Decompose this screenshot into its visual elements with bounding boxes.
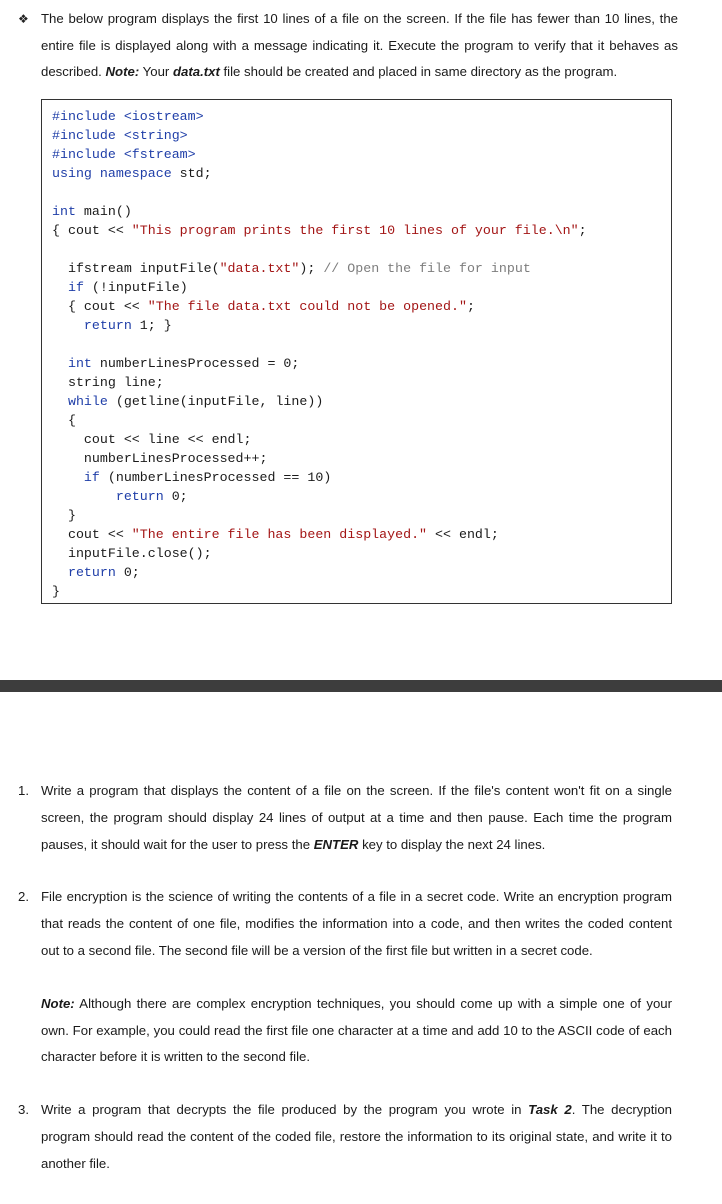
code-token: if <box>67 280 92 295</box>
code-token: { cout << <box>52 299 148 314</box>
code-token: std; <box>179 166 212 181</box>
code-token: { cout << <box>52 223 132 238</box>
task-3 <box>18 1097 672 1177</box>
task-text <box>41 1097 672 1177</box>
enter-key-label: ENTER <box>313 836 359 852</box>
code-token: return <box>115 489 172 504</box>
code-token: (!inputFile) <box>91 280 188 295</box>
code-token: cout << line << endl; <box>52 432 252 447</box>
code-token: "The file data.txt could not be opened." <box>147 299 467 314</box>
code-token: "This program prints the first 10 lines of your file.\n" <box>131 223 579 238</box>
task-text-part: Write a program that displays the content of a file on the screen. If the file's content won't fit on a single screen, the program should display 24 lines of output at a time and then pause. Each time the program pauses, it should wait for the user to press the <box>41 783 672 852</box>
task-text-part: Although there are complex encryption techniques, you should come up with a simple one of your own. For example, you could read the first file one character at a time and add 10 to the ASCII code of each character before it is written to the second file. <box>41 995 672 1065</box>
task-number: 1. <box>18 783 29 798</box>
code-token: return <box>83 318 140 333</box>
code-token: string line; <box>52 375 164 390</box>
code-line <box>52 221 587 240</box>
code-token: { <box>52 413 76 428</box>
code-line <box>52 544 587 563</box>
code-line <box>52 449 587 468</box>
code-token: inputFile.close(); <box>52 546 212 561</box>
code-token: numberLinesProcessed++; <box>52 451 268 466</box>
code-line <box>52 183 587 202</box>
intro-text-part: file should be created and placed in same directory as the program. <box>219 64 618 79</box>
code-token: ); <box>299 261 324 276</box>
code-line <box>52 202 587 221</box>
code-line <box>52 278 587 297</box>
code-token: main() <box>83 204 132 219</box>
code-token: ; <box>466 299 475 314</box>
task-text-part: key to display the next 24 lines. <box>358 836 546 852</box>
code-line <box>52 335 587 354</box>
code-token <box>52 394 68 409</box>
task-number: 3. <box>18 1102 29 1118</box>
code-token: ifstream inputFile( <box>52 261 220 276</box>
code-token: if <box>83 470 108 485</box>
code-line <box>52 411 587 430</box>
code-token: cout << <box>52 527 132 542</box>
code-token <box>52 565 68 580</box>
code-line <box>52 316 587 335</box>
diamond-bullet-icon: ❖ <box>18 12 29 26</box>
code-token: "data.txt" <box>219 261 300 276</box>
code-line <box>52 487 587 506</box>
code-token: (getline(inputFile, line)) <box>115 394 324 409</box>
code-line <box>52 506 587 525</box>
code-token: return <box>67 565 124 580</box>
task-ref-label: Task 2 <box>528 1102 572 1118</box>
filename-label: data.txt <box>172 64 220 79</box>
code-token: numberLinesProcessed = 0; <box>99 356 300 371</box>
code-token: using namespace <box>52 166 180 181</box>
note-label: Note: <box>105 64 140 79</box>
task-text <box>41 778 672 858</box>
code-line <box>52 164 587 183</box>
intro-text <box>41 6 678 86</box>
code-token: } <box>52 584 60 599</box>
code-line <box>52 525 587 544</box>
code-line <box>52 297 587 316</box>
task-text-part: . The decryption program should read the content of the coded file, restore the information to its original state, and write it to another file. <box>41 1102 673 1171</box>
code-line <box>52 354 587 373</box>
task-number: 2. <box>18 889 29 905</box>
code-line <box>52 563 587 582</box>
task-note <box>41 991 672 1071</box>
task-2 <box>18 884 672 1071</box>
task-list <box>18 778 672 1178</box>
task-1 <box>18 778 672 858</box>
code-token <box>52 470 84 485</box>
code-block <box>41 99 672 604</box>
task-text-part: Write a program that decrypts the file produced by the program you wrote in <box>41 1102 529 1118</box>
code-token <box>52 489 116 504</box>
code-token <box>52 318 84 333</box>
intro-text-part: Your <box>139 64 173 79</box>
code-token: 1; } <box>139 318 172 333</box>
code-listing <box>52 107 587 601</box>
code-token: int <box>67 356 100 371</box>
code-token: #include <fstream> <box>52 147 196 162</box>
code-token: } <box>52 508 76 523</box>
section-divider <box>0 680 722 692</box>
code-token: ; <box>578 223 587 238</box>
code-line <box>52 145 587 164</box>
code-token: int <box>52 204 84 219</box>
code-token: 0; <box>123 565 140 580</box>
code-line <box>52 373 587 392</box>
code-line <box>52 430 587 449</box>
code-token: while <box>67 394 116 409</box>
code-token: (numberLinesProcessed == 10) <box>107 470 332 485</box>
code-line <box>52 107 587 126</box>
code-token <box>52 356 68 371</box>
code-line <box>52 126 587 145</box>
code-line <box>52 582 587 601</box>
task-text: File encryption is the science of writing the contents of a file in a secret code. Write an encryption program that reads the content of one file, modifies the information into a code, and then writes the coded content out to a second file. The second file will be a version of the first file but written in a secret code. <box>41 889 672 958</box>
code-token: "The entire file has been displayed." <box>131 527 428 542</box>
code-token <box>52 280 68 295</box>
code-line <box>52 468 587 487</box>
code-token: << endl; <box>427 527 499 542</box>
code-line <box>52 259 587 278</box>
intro-paragraph <box>18 6 678 86</box>
code-token: // Open the file for input <box>323 261 531 276</box>
intro-text-part: The below program displays the first 10 lines of a file on the screen. If the file has fewer than 10 lines, the entire file is displayed along with a message indicating it. Execute the program to verify that it behaves as described. <box>41 11 678 79</box>
code-line <box>52 240 587 259</box>
code-token: #include <string> <box>52 128 188 143</box>
note-label: Note: <box>41 995 75 1011</box>
code-token: #include <iostream> <box>52 109 204 124</box>
code-line <box>52 392 587 411</box>
code-token: 0; <box>171 489 188 504</box>
